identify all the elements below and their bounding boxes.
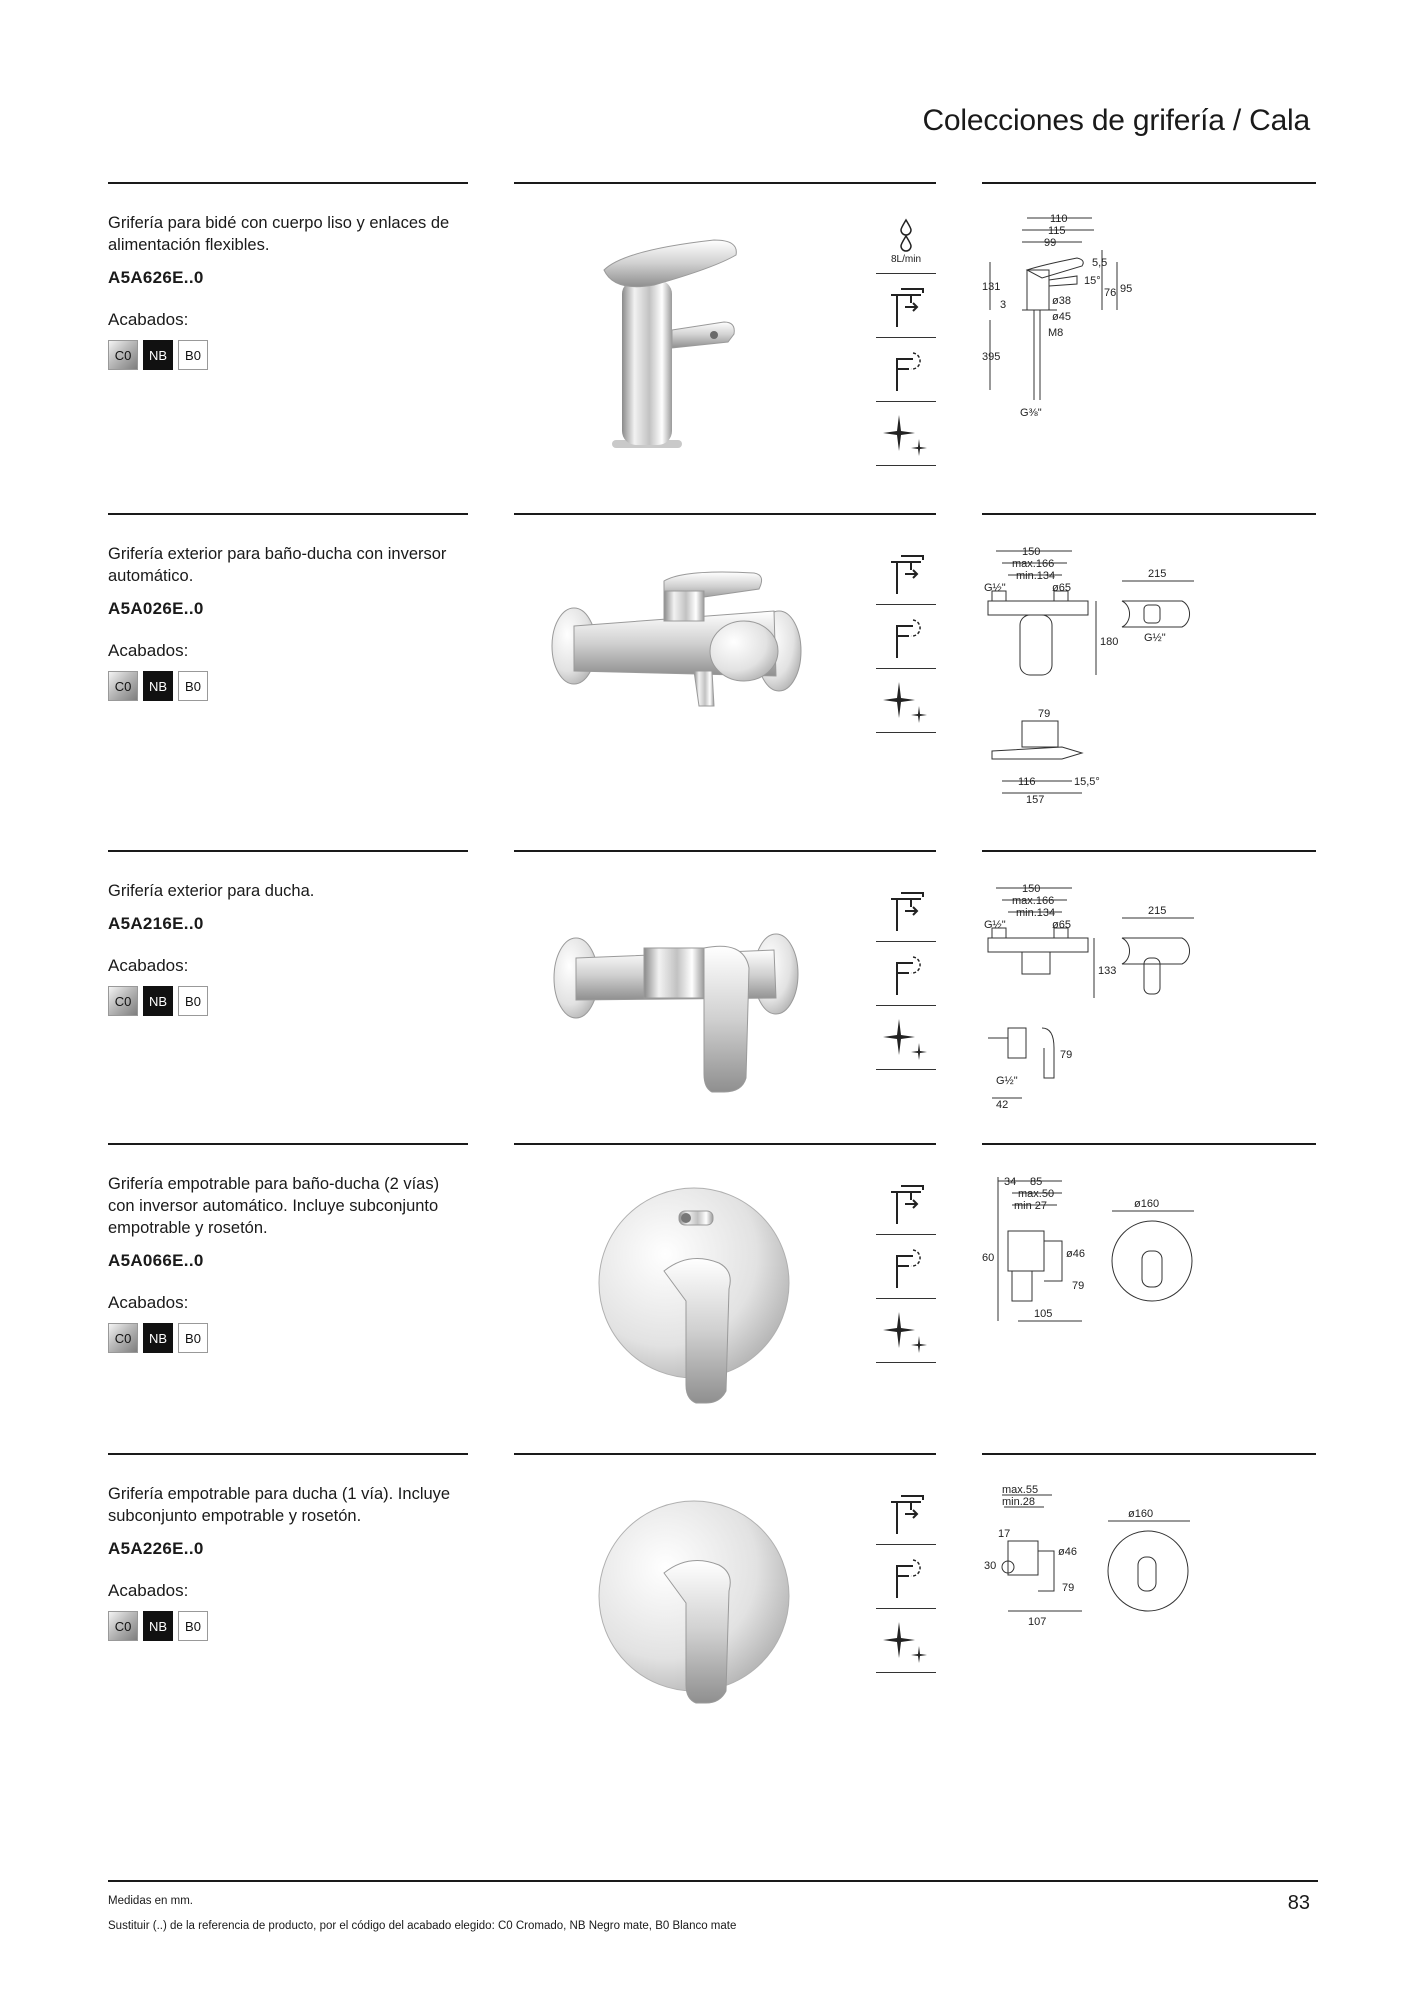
- dim-label: ø160: [1134, 1198, 1160, 1210]
- product-builtin-shower: [108, 1453, 1318, 1743]
- dim-label: G½": [996, 1075, 1018, 1087]
- dim-label: 79: [1038, 708, 1051, 720]
- dim-label: 110: [1050, 213, 1068, 225]
- product-bidet-mixer: [108, 182, 1318, 492]
- divider: [514, 850, 936, 852]
- dim-label: 157: [1026, 794, 1045, 806]
- dim-label: min.134: [1016, 570, 1056, 582]
- feature-finish: [876, 669, 936, 733]
- product-info: [108, 880, 470, 1016]
- dim-label: 107: [1028, 1616, 1047, 1628]
- dim-label: 17: [998, 1528, 1011, 1540]
- feature-finish: [876, 1006, 936, 1070]
- dim-label: ø46: [1066, 1248, 1085, 1260]
- divider: [108, 182, 468, 184]
- eco-click-icon: [883, 347, 929, 393]
- feature-eco-click: [876, 942, 936, 1006]
- dim-label: 30: [984, 1560, 997, 1572]
- divider: [982, 182, 1316, 184]
- feature-finish: [876, 402, 936, 466]
- finish-sparkle-icon: [881, 1618, 931, 1664]
- finish-swatches: [108, 986, 470, 1016]
- finish-swatch-white[interactable]: B0: [178, 671, 208, 701]
- finish-swatch-white[interactable]: B0: [178, 340, 208, 370]
- dim-label: G½": [984, 919, 1006, 931]
- footer-note: Medidas en mm.: [108, 1895, 194, 1907]
- finish-swatches: [108, 1611, 470, 1641]
- dim-label: max.166: [1012, 895, 1055, 907]
- eco-click-icon: [883, 1244, 929, 1290]
- finishes-label: Acabados:: [108, 956, 189, 975]
- dim-label: G½": [1144, 632, 1166, 644]
- dim-label: 5,5: [1092, 257, 1108, 269]
- product-description: Grifería exterior para baño-ducha con inversor automático.: [108, 545, 447, 585]
- dim-label: min.28: [1002, 1496, 1036, 1508]
- page-number: 83: [1287, 1892, 1310, 1914]
- divider: [514, 182, 936, 184]
- product-description: Grifería para bidé con cuerpo liso y enlaces de alimentación flexibles.: [108, 214, 450, 254]
- dim-label: max.166: [1012, 558, 1055, 570]
- dim-label: ø160: [1128, 1508, 1154, 1520]
- dim-label: 133: [1098, 965, 1117, 977]
- product-info: [108, 1173, 470, 1353]
- finish-swatch-chrome[interactable]: C0: [108, 340, 138, 370]
- technical-drawing: [982, 878, 1232, 1113]
- finish-swatch-black[interactable]: NB: [143, 1611, 173, 1641]
- finish-sparkle-icon: [881, 1015, 931, 1061]
- product-info: [108, 1483, 470, 1641]
- feature-eco-click: [876, 605, 936, 669]
- dim-label: G⅜": [1020, 407, 1042, 419]
- product-photo: [514, 878, 874, 1108]
- feature-icons: [876, 1481, 936, 1673]
- divider: [514, 513, 936, 515]
- dim-label: ø38: [1052, 295, 1071, 307]
- finish-sparkle-icon: [881, 411, 931, 457]
- divider: [108, 1143, 468, 1145]
- divider: [514, 1453, 936, 1455]
- dim-label: max.55: [1002, 1484, 1039, 1496]
- cold-start-icon: [883, 1180, 929, 1226]
- dim-label: G½": [984, 582, 1006, 594]
- eco-click-icon: [883, 1554, 929, 1600]
- finish-swatch-chrome[interactable]: C0: [108, 1323, 138, 1353]
- divider: [514, 1143, 936, 1145]
- dim-label: 116: [1018, 776, 1036, 788]
- finish-swatch-white[interactable]: B0: [178, 1611, 208, 1641]
- finishes-label: Acabados:: [108, 641, 189, 660]
- dim-label: 131: [982, 281, 1001, 293]
- dim-label: 85: [1030, 1176, 1043, 1188]
- product-reference: A5A226E..0: [108, 1539, 204, 1558]
- feature-icons: [876, 1171, 936, 1363]
- divider: [108, 850, 468, 852]
- dim-label: 60: [982, 1252, 995, 1264]
- finish-swatch-black[interactable]: NB: [143, 340, 173, 370]
- technical-drawing: [982, 210, 1162, 445]
- dim-label: 115: [1048, 225, 1066, 237]
- page-title: Colecciones de grifería / Cala: [922, 104, 1310, 137]
- dim-label: 215: [1148, 568, 1167, 580]
- product-reference: A5A626E..0: [108, 268, 204, 287]
- product-description: Grifería empotrable para ducha (1 vía). Incluye subconjunto empotrable y rosetón.: [108, 1485, 451, 1525]
- footer-legend: Sustituir (..) de la referencia de producto, por el código del acabado elegido: C0 Cromado, NB Negro mate, B0 Blanco mate: [108, 1920, 737, 1932]
- divider: [982, 513, 1316, 515]
- finish-swatch-black[interactable]: NB: [143, 671, 173, 701]
- finishes-label: Acabados:: [108, 1293, 189, 1312]
- dim-label: 34: [1004, 1176, 1017, 1188]
- dim-label: 99: [1044, 237, 1057, 249]
- product-reference: A5A216E..0: [108, 914, 204, 933]
- feature-icons: [876, 541, 936, 733]
- dim-label: min.134: [1016, 907, 1056, 919]
- dim-label: 395: [982, 351, 1001, 363]
- water-drop-icon: [894, 218, 918, 252]
- dim-label: 15°: [1084, 275, 1101, 287]
- eco-click-icon: [883, 951, 929, 997]
- cold-start-icon: [883, 887, 929, 933]
- finish-swatch-black[interactable]: NB: [143, 1323, 173, 1353]
- product-description: Grifería empotrable para baño-ducha (2 vías) con inversor automático. Incluye subconjunto empotrable y rosetón.: [108, 1175, 440, 1237]
- dim-label: ø65: [1052, 582, 1071, 594]
- dim-label: ø65: [1052, 919, 1071, 931]
- divider: [982, 1143, 1316, 1145]
- finish-swatch-chrome[interactable]: C0: [108, 1611, 138, 1641]
- product-shower-mixer: [108, 850, 1318, 1120]
- product-description: Grifería exterior para ducha.: [108, 882, 315, 900]
- feature-cold-start: [876, 878, 936, 942]
- dim-label: 215: [1148, 905, 1167, 917]
- finishes-label: Acabados:: [108, 1581, 189, 1600]
- technical-drawing: [982, 1171, 1232, 1356]
- finishes-label: Acabados:: [108, 310, 189, 329]
- feature-eco-click: [876, 338, 936, 402]
- dim-label: 15,5°: [1074, 776, 1100, 788]
- feature-eco-click: [876, 1235, 936, 1299]
- finish-swatch-chrome[interactable]: C0: [108, 671, 138, 701]
- finish-swatches: [108, 671, 470, 701]
- product-photo: [514, 1171, 874, 1411]
- dim-label: 150: [1022, 546, 1041, 558]
- dim-label: ø46: [1058, 1546, 1077, 1558]
- technical-drawing: [982, 541, 1232, 816]
- dim-label: 180: [1100, 636, 1119, 648]
- divider: [982, 1453, 1316, 1455]
- feature-cold-start: [876, 541, 936, 605]
- finish-swatch-chrome[interactable]: C0: [108, 986, 138, 1016]
- dim-label: 3: [1000, 299, 1007, 311]
- finish-swatch-black[interactable]: NB: [143, 986, 173, 1016]
- dim-label: 42: [996, 1099, 1009, 1108]
- dim-label: min 27: [1014, 1200, 1048, 1212]
- finish-swatch-white[interactable]: B0: [178, 1323, 208, 1353]
- cold-start-icon: [883, 550, 929, 596]
- feature-cold-start: [876, 1481, 936, 1545]
- dim-label: M8: [1048, 327, 1064, 339]
- product-photo: [514, 541, 874, 741]
- divider: [108, 513, 468, 515]
- feature-eco-click: [876, 1545, 936, 1609]
- dim-label: 105: [1034, 1308, 1053, 1320]
- product-info: [108, 212, 470, 370]
- finish-swatches: [108, 340, 470, 370]
- finish-swatches: [108, 1323, 470, 1353]
- product-reference: A5A066E..0: [108, 1251, 204, 1270]
- cold-start-icon: [883, 1490, 929, 1536]
- divider: [108, 1453, 468, 1455]
- dim-label: 76: [1104, 287, 1117, 299]
- dim-label: ø45: [1052, 311, 1071, 323]
- flow-rate: 8L/min: [890, 254, 921, 265]
- feature-flow: [876, 210, 936, 274]
- product-reference: A5A026E..0: [108, 599, 204, 618]
- dim-label: 150: [1022, 883, 1041, 895]
- dim-label: 79: [1062, 1582, 1075, 1594]
- cold-start-icon: [883, 283, 929, 329]
- finish-sparkle-icon: [881, 678, 931, 724]
- feature-finish: [876, 1609, 936, 1673]
- product-info: [108, 543, 470, 701]
- eco-click-icon: [883, 614, 929, 660]
- product-photo: [514, 1481, 874, 1721]
- dim-label: 79: [1060, 1049, 1073, 1061]
- footer-divider: [108, 1880, 1318, 1882]
- dim-label: max.50: [1018, 1188, 1055, 1200]
- feature-cold-start: [876, 274, 936, 338]
- divider: [982, 850, 1316, 852]
- feature-icons: [876, 210, 936, 466]
- finish-swatch-white[interactable]: B0: [178, 986, 208, 1016]
- product-photo: [514, 210, 874, 460]
- feature-icons: [876, 878, 936, 1070]
- feature-cold-start: [876, 1171, 936, 1235]
- dim-label: 95: [1120, 283, 1133, 295]
- product-builtin-bath-shower: [108, 1143, 1318, 1433]
- finish-sparkle-icon: [881, 1308, 931, 1354]
- technical-drawing: [982, 1481, 1232, 1666]
- dim-label: 79: [1072, 1280, 1085, 1292]
- product-bath-shower-mixer: [108, 513, 1318, 833]
- feature-finish: [876, 1299, 936, 1363]
